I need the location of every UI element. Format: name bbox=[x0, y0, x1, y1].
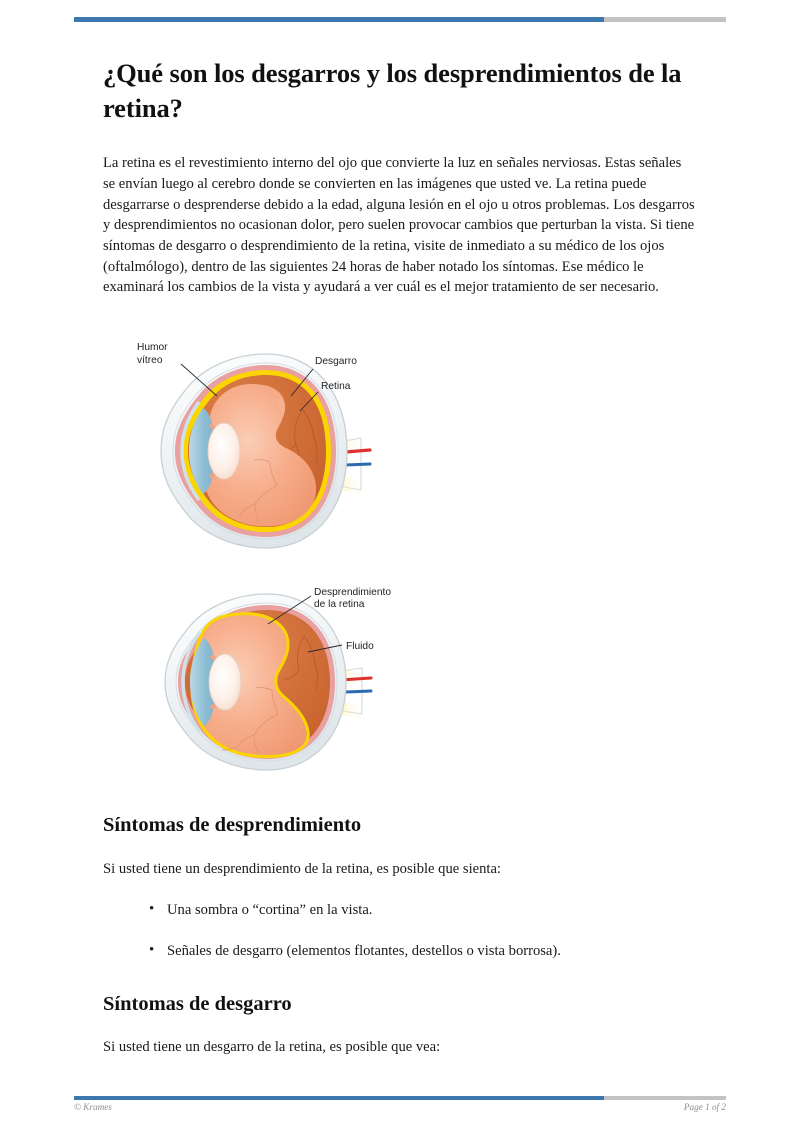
footer-rule-blue-segment bbox=[74, 1096, 604, 1100]
detachment-symptom-list bbox=[103, 900, 697, 962]
footer-rule-grey-segment bbox=[604, 1096, 726, 1100]
label-fluid: Fluido bbox=[346, 641, 374, 652]
label-vitreous-line2: vítreo bbox=[137, 355, 163, 366]
list-item: • Señales de desgarro (elementos flotantes, destellos o vista borrosa). bbox=[149, 941, 697, 962]
label-retina: Retina bbox=[321, 381, 351, 392]
detachment-intro-text: Si usted tiene un desprendimiento de la retina, es posible que sienta: bbox=[103, 860, 501, 877]
intro-paragraph: La retina es el revestimiento interno del ojo que convierte la luz en señales nerviosas. Estas señales se envían luego al cerebro donde se convierten en las imágenes que usted ve. La retina puede desgarrarse o desprenderse debido a la edad, alguna lesión en el ojo u otros problemas. Los desgarros y desprendimientos no ocasionan dolor, pero suelen provocar cambios que perturban la vista. Si tiene síntomas de desgarro o desprendimiento de la retina, visite de inmediato a su médico de los ojos (oftalmólogo), dentro de las siguientes 24 horas de haber notado los síntomas. Ese médico le examinará los cambios de la vista y ayudará a ver cuál es el mejor tratamiento de ser necesario. bbox=[103, 155, 695, 296]
lens bbox=[209, 654, 241, 710]
footer-copyright: © Krames bbox=[74, 1102, 112, 1112]
footer bbox=[74, 1102, 726, 1112]
label-detachment-line1: Desprendimiento bbox=[314, 587, 392, 598]
footer-rule bbox=[74, 1096, 726, 1100]
list-item: • Una sombra o “cortina” en la vista. bbox=[149, 900, 697, 921]
section-heading-tear-symptoms: Síntomas de desgarro bbox=[103, 993, 292, 1016]
footer-page-indicator: Page 1 of 2 bbox=[683, 1102, 726, 1112]
label-detachment-line2: de la retina bbox=[314, 599, 365, 610]
figure-retinal-tear bbox=[125, 338, 410, 563]
tear-intro-text: Si usted tiene un desgarro de la retina, es posible que vea: bbox=[103, 1039, 441, 1056]
lens bbox=[208, 423, 240, 479]
page-title: ¿Qué son los desgarros y los desprendimientos de la retina? bbox=[103, 58, 682, 124]
figure-retinal-detachment bbox=[128, 582, 413, 782]
label-vitreous-line1: Humor bbox=[137, 342, 168, 353]
section-heading-detachment-symptoms: Síntomas de desprendimiento bbox=[103, 813, 362, 836]
label-tear: Desgarro bbox=[315, 356, 357, 367]
